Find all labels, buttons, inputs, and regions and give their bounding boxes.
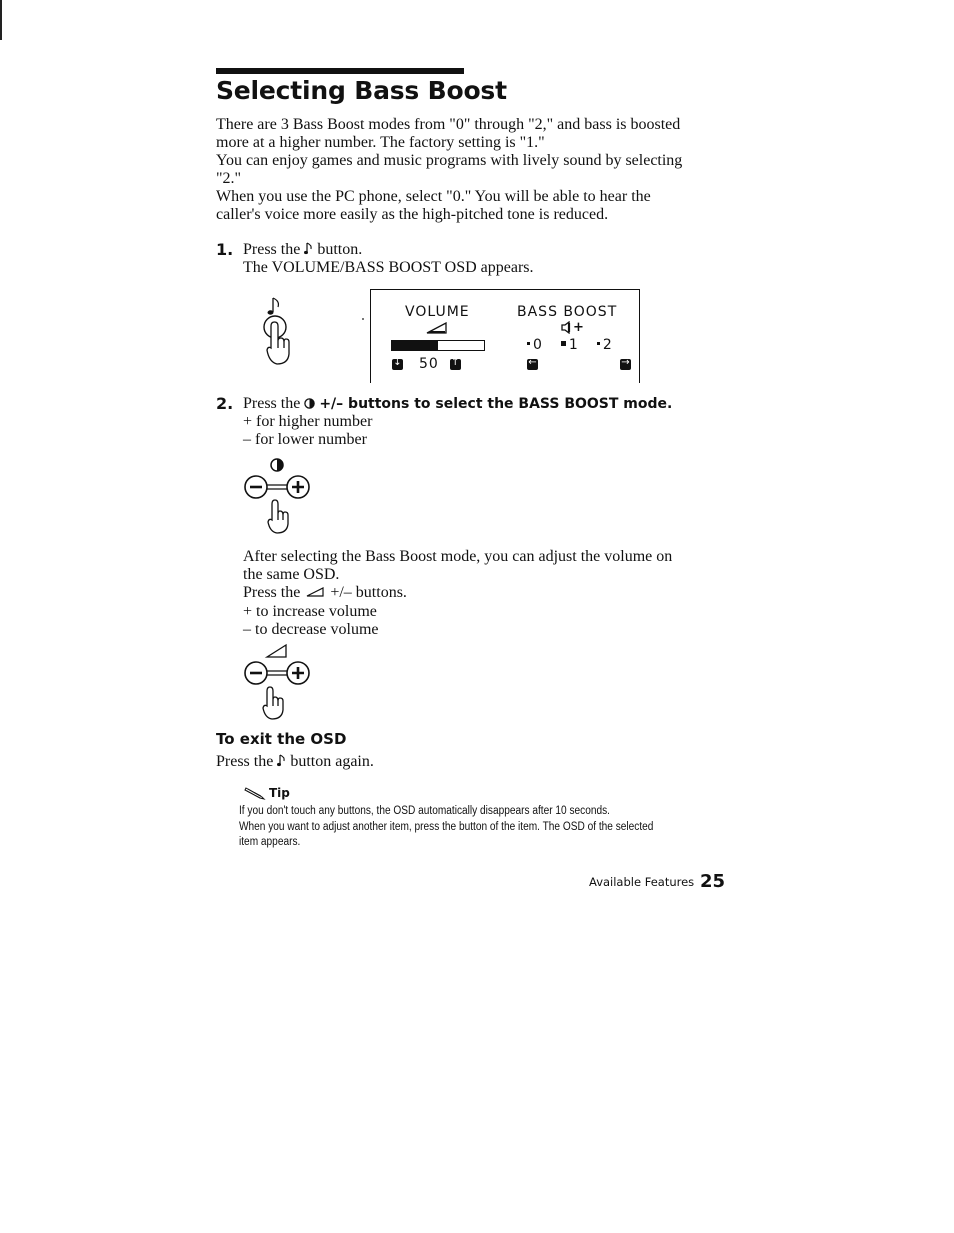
bass-option-selected-marker — [561, 341, 566, 346]
exit-before: Press the — [216, 753, 274, 770]
intro-line: caller's voice more easily as the high-pitched tone is reduced. — [216, 206, 609, 223]
half-circle-icon — [271, 459, 283, 471]
osd-volume-label: VOLUME — [405, 304, 470, 320]
volume-adjust-line: the same OSD. — [243, 566, 340, 583]
intro-paragraph — [216, 116, 682, 224]
speck — [362, 318, 364, 320]
bass-option-marker — [597, 342, 600, 345]
bass-boost-options — [527, 337, 613, 353]
music-note-icon — [277, 754, 286, 767]
tip-label: Tip — [269, 786, 290, 800]
tip-line: When you want to adjust another item, press the button of the item. The OSD of the selected — [239, 820, 654, 833]
volume-down-key-icon: ↓ — [393, 356, 402, 368]
step-1-after: button. — [317, 241, 363, 258]
step-2-before: Press the — [243, 395, 301, 412]
tip-text — [239, 804, 653, 851]
intro-line: "2." — [216, 170, 242, 187]
plus-button-icon — [287, 476, 309, 498]
exit-osd-heading: To exit the OSD — [216, 730, 347, 748]
page-edge-mark — [0, 0, 2, 40]
step-2-plus: + for higher number — [243, 413, 373, 430]
step-2-minus: – for lower number — [243, 431, 367, 448]
tip-line: If you don't touch any buttons, the OSD automatically disappears after 10 seconds. — [239, 805, 610, 817]
contrast-buttons-illustration — [240, 454, 315, 534]
step-2-after: +/– buttons to select the BASS BOOST mode. — [319, 396, 673, 412]
exit-after: button again. — [290, 753, 374, 770]
rocker-connector — [267, 671, 287, 675]
osd-window — [370, 289, 640, 383]
step-1-text — [243, 241, 534, 277]
osd-bass-boost-label: BASS BOOST — [517, 304, 618, 320]
step-2-text — [243, 395, 672, 449]
osd-volume-bar-fill — [392, 341, 438, 350]
minus-button-icon — [245, 476, 267, 498]
tip-line: item appears. — [239, 836, 301, 848]
bass-plus-sign: + — [573, 320, 584, 335]
plus-button-icon — [287, 662, 309, 684]
bass-option-marker — [527, 342, 530, 345]
step-1-result: The VOLUME/BASS BOOST OSD appears. — [243, 259, 534, 276]
bass-left-key-icon: ← — [528, 357, 537, 368]
bass-option-2: 2 — [597, 337, 613, 353]
bass-right-key-icon: → — [621, 357, 630, 368]
title-rule — [216, 68, 464, 74]
step-2-number: 2. — [216, 394, 234, 413]
minus-button-icon — [245, 662, 267, 684]
volume-wedge-icon — [426, 322, 448, 334]
volume-wedge-icon — [306, 587, 324, 597]
rocker-connector — [267, 485, 287, 489]
step-1-before: Press the — [243, 241, 301, 258]
press-bass-button-illustration — [255, 296, 300, 368]
bass-option-0: 0 — [527, 337, 543, 353]
exit-osd-text — [216, 753, 374, 771]
pencil-icon — [244, 786, 266, 800]
bass-boost-icon-group — [561, 320, 584, 335]
intro-line: When you use the PC phone, select "0." You will be able to hear the — [216, 188, 651, 205]
volume-press-after: +/– buttons. — [330, 584, 407, 601]
volume-wedge-icon — [267, 645, 286, 657]
volume-minus-line: – to decrease volume — [243, 621, 379, 638]
volume-plus-line: + to increase volume — [243, 603, 377, 620]
osd-volume-value: 50 — [419, 356, 439, 372]
volume-press-before: Press the — [243, 584, 301, 601]
volume-up-key-icon: ↑ — [451, 356, 460, 368]
intro-line: more at a higher number. The factory setting is "1." — [216, 134, 545, 151]
intro-line: There are 3 Bass Boost modes from "0" through "2," and bass is boosted — [216, 116, 681, 133]
tip-heading — [244, 786, 290, 800]
osd-volume-bar — [391, 340, 485, 351]
osd-volume-controls — [392, 356, 461, 372]
pressing-finger-icon — [268, 500, 288, 533]
footer-section-name: Available Features — [589, 875, 695, 889]
music-note-icon — [304, 242, 313, 255]
page-number: 25 — [700, 871, 726, 892]
bass-option-1-selected: 1 — [561, 337, 579, 353]
volume-adjust-paragraph — [243, 548, 672, 639]
volume-adjust-line: After selecting the Bass Boost mode, you can adjust the volume on — [243, 548, 673, 565]
music-note-icon — [268, 298, 279, 315]
page-title: Selecting Bass Boost — [216, 76, 507, 105]
half-circle-icon — [304, 398, 315, 409]
pressing-finger-icon — [263, 687, 283, 719]
volume-buttons-illustration — [240, 642, 315, 722]
intro-line: You can enjoy games and music programs with lively sound by selecting — [216, 152, 683, 169]
step-1-number: 1. — [216, 240, 234, 259]
speaker-icon — [561, 321, 572, 334]
